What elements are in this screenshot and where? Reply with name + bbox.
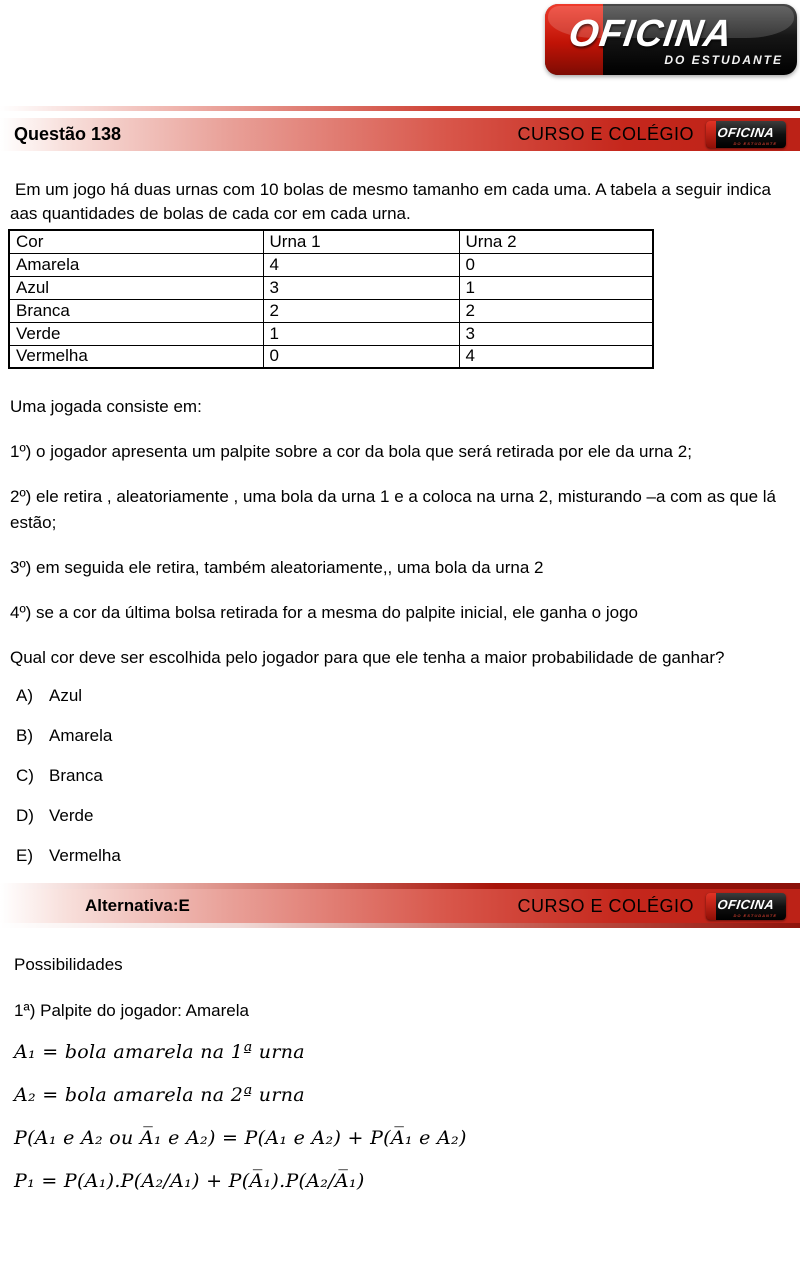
step-2: 2º) ele retira , aleatoriamente , uma bola da urna 1 e a coloca na urna 2, misturando –a com as que lá estão; <box>10 487 776 532</box>
logo-wordmark: OFICINA <box>566 13 736 55</box>
step-1: 1º) o jogador apresenta um palpite sobre a cor da bola que será retirada por ele da urna 2; <box>10 442 692 461</box>
solution-section <box>0 954 800 1194</box>
answer-label: Alternativa:E <box>85 896 190 915</box>
table-cell: 3 <box>459 322 653 345</box>
mini-logo-wordmark: OFICINA <box>716 125 776 140</box>
options-list <box>10 683 790 868</box>
table-row <box>9 276 653 299</box>
table-row <box>9 253 653 276</box>
question-prompt: Qual cor deve ser escolhida pelo jogador para que ele tenha a maior probabilidade de ganhar? <box>10 648 725 667</box>
question-body <box>0 178 800 868</box>
table-cell: 1 <box>263 322 459 345</box>
formula-p1: P₁ = P(A₁).P(A₂/A₁) + P(A̅₁).P(A₂/A̅₁) <box>14 1170 365 1192</box>
solution-case-label: 1ª) Palpite do jogador: Amarela <box>14 1001 249 1020</box>
option-label: Vermelha <box>49 846 121 865</box>
option-label: Amarela <box>49 726 113 745</box>
option-letter: D) <box>16 806 34 825</box>
table-header-row <box>9 230 653 253</box>
option-e <box>16 843 790 868</box>
table-cell: Azul <box>9 276 263 299</box>
table-cell: 2 <box>263 299 459 322</box>
solution-heading: Possibilidades <box>14 955 123 974</box>
answer-bar <box>0 889 800 923</box>
oficina-mini-logo <box>706 893 786 920</box>
formula-a1: A₁ = bola amarela na 1ª urna <box>14 1041 305 1063</box>
play-intro: Uma jogada consiste em: <box>10 397 202 416</box>
table-cell: Branca <box>9 299 263 322</box>
table-cell: 4 <box>263 253 459 276</box>
option-letter: A) <box>16 686 33 705</box>
color-table <box>8 229 654 369</box>
table-row <box>9 299 653 322</box>
table-header-cell: Urna 2 <box>459 230 653 253</box>
option-b <box>16 723 790 748</box>
curso-colegio-label: CURSO E COLÉGIO <box>517 124 694 144</box>
oficina-logo <box>545 4 797 75</box>
mini-logo-tagline: DO ESTUDANTE <box>733 912 777 918</box>
table-cell: 0 <box>459 253 653 276</box>
table-cell: 3 <box>263 276 459 299</box>
table-row <box>9 322 653 345</box>
option-letter: C) <box>16 766 34 785</box>
table-cell: Vermelha <box>9 345 263 368</box>
table-cell: 4 <box>459 345 653 368</box>
table-cell: 0 <box>263 345 459 368</box>
option-label: Azul <box>49 686 83 705</box>
page-top-area <box>0 0 800 106</box>
table-cell: 2 <box>459 299 653 322</box>
table-row <box>9 345 653 368</box>
formula-a2: A₂ = bola amarela na 2ª urna <box>14 1084 305 1106</box>
mini-logo-tagline: DO ESTUDANTE <box>733 141 777 146</box>
option-letter: B) <box>16 726 33 745</box>
option-letter: E) <box>16 846 33 865</box>
logo-tagline: DO ESTUDANTE <box>664 53 783 67</box>
answer-right-group <box>517 893 786 920</box>
option-a <box>16 683 790 708</box>
curso-colegio-label: CURSO E COLÉGIO <box>517 895 694 916</box>
question-number-label: Questão 138 <box>14 124 122 144</box>
table-cell: Amarela <box>9 253 263 276</box>
option-label: Verde <box>49 806 94 825</box>
answer-bar-bottom-rule <box>0 923 800 928</box>
formula-p-union: P(A₁ e A₂ ou A̅₁ e A₂) = P(A₁ e A₂) + P(A̅₁ e A₂) <box>14 1127 467 1149</box>
question-intro: Em um jogo há duas urnas com 10 bolas de mesmo tamanho em cada uma. A tabela a seguir indica aas quantidades de bolas de cada cor em cada urna. <box>10 180 771 223</box>
header-gap <box>0 111 800 118</box>
table-cell: Verde <box>9 322 263 345</box>
table-header-cell: Urna 1 <box>263 230 459 253</box>
option-label: Branca <box>49 766 103 785</box>
option-d <box>16 803 790 828</box>
oficina-mini-logo <box>706 121 786 148</box>
table-header-cell: Cor <box>9 230 263 253</box>
header-right-group <box>517 121 786 148</box>
step-4: 4º) se a cor da última bolsa retirada for a mesma do palpite inicial, ele ganha o jogo <box>10 603 639 622</box>
mini-logo-wordmark: OFICINA <box>716 896 776 912</box>
option-c <box>16 763 790 788</box>
table-cell: 1 <box>459 276 653 299</box>
question-header-bar <box>0 118 800 151</box>
step-3: 3º) em seguida ele retira, também aleatoriamente,, uma bola da urna 2 <box>10 558 544 577</box>
